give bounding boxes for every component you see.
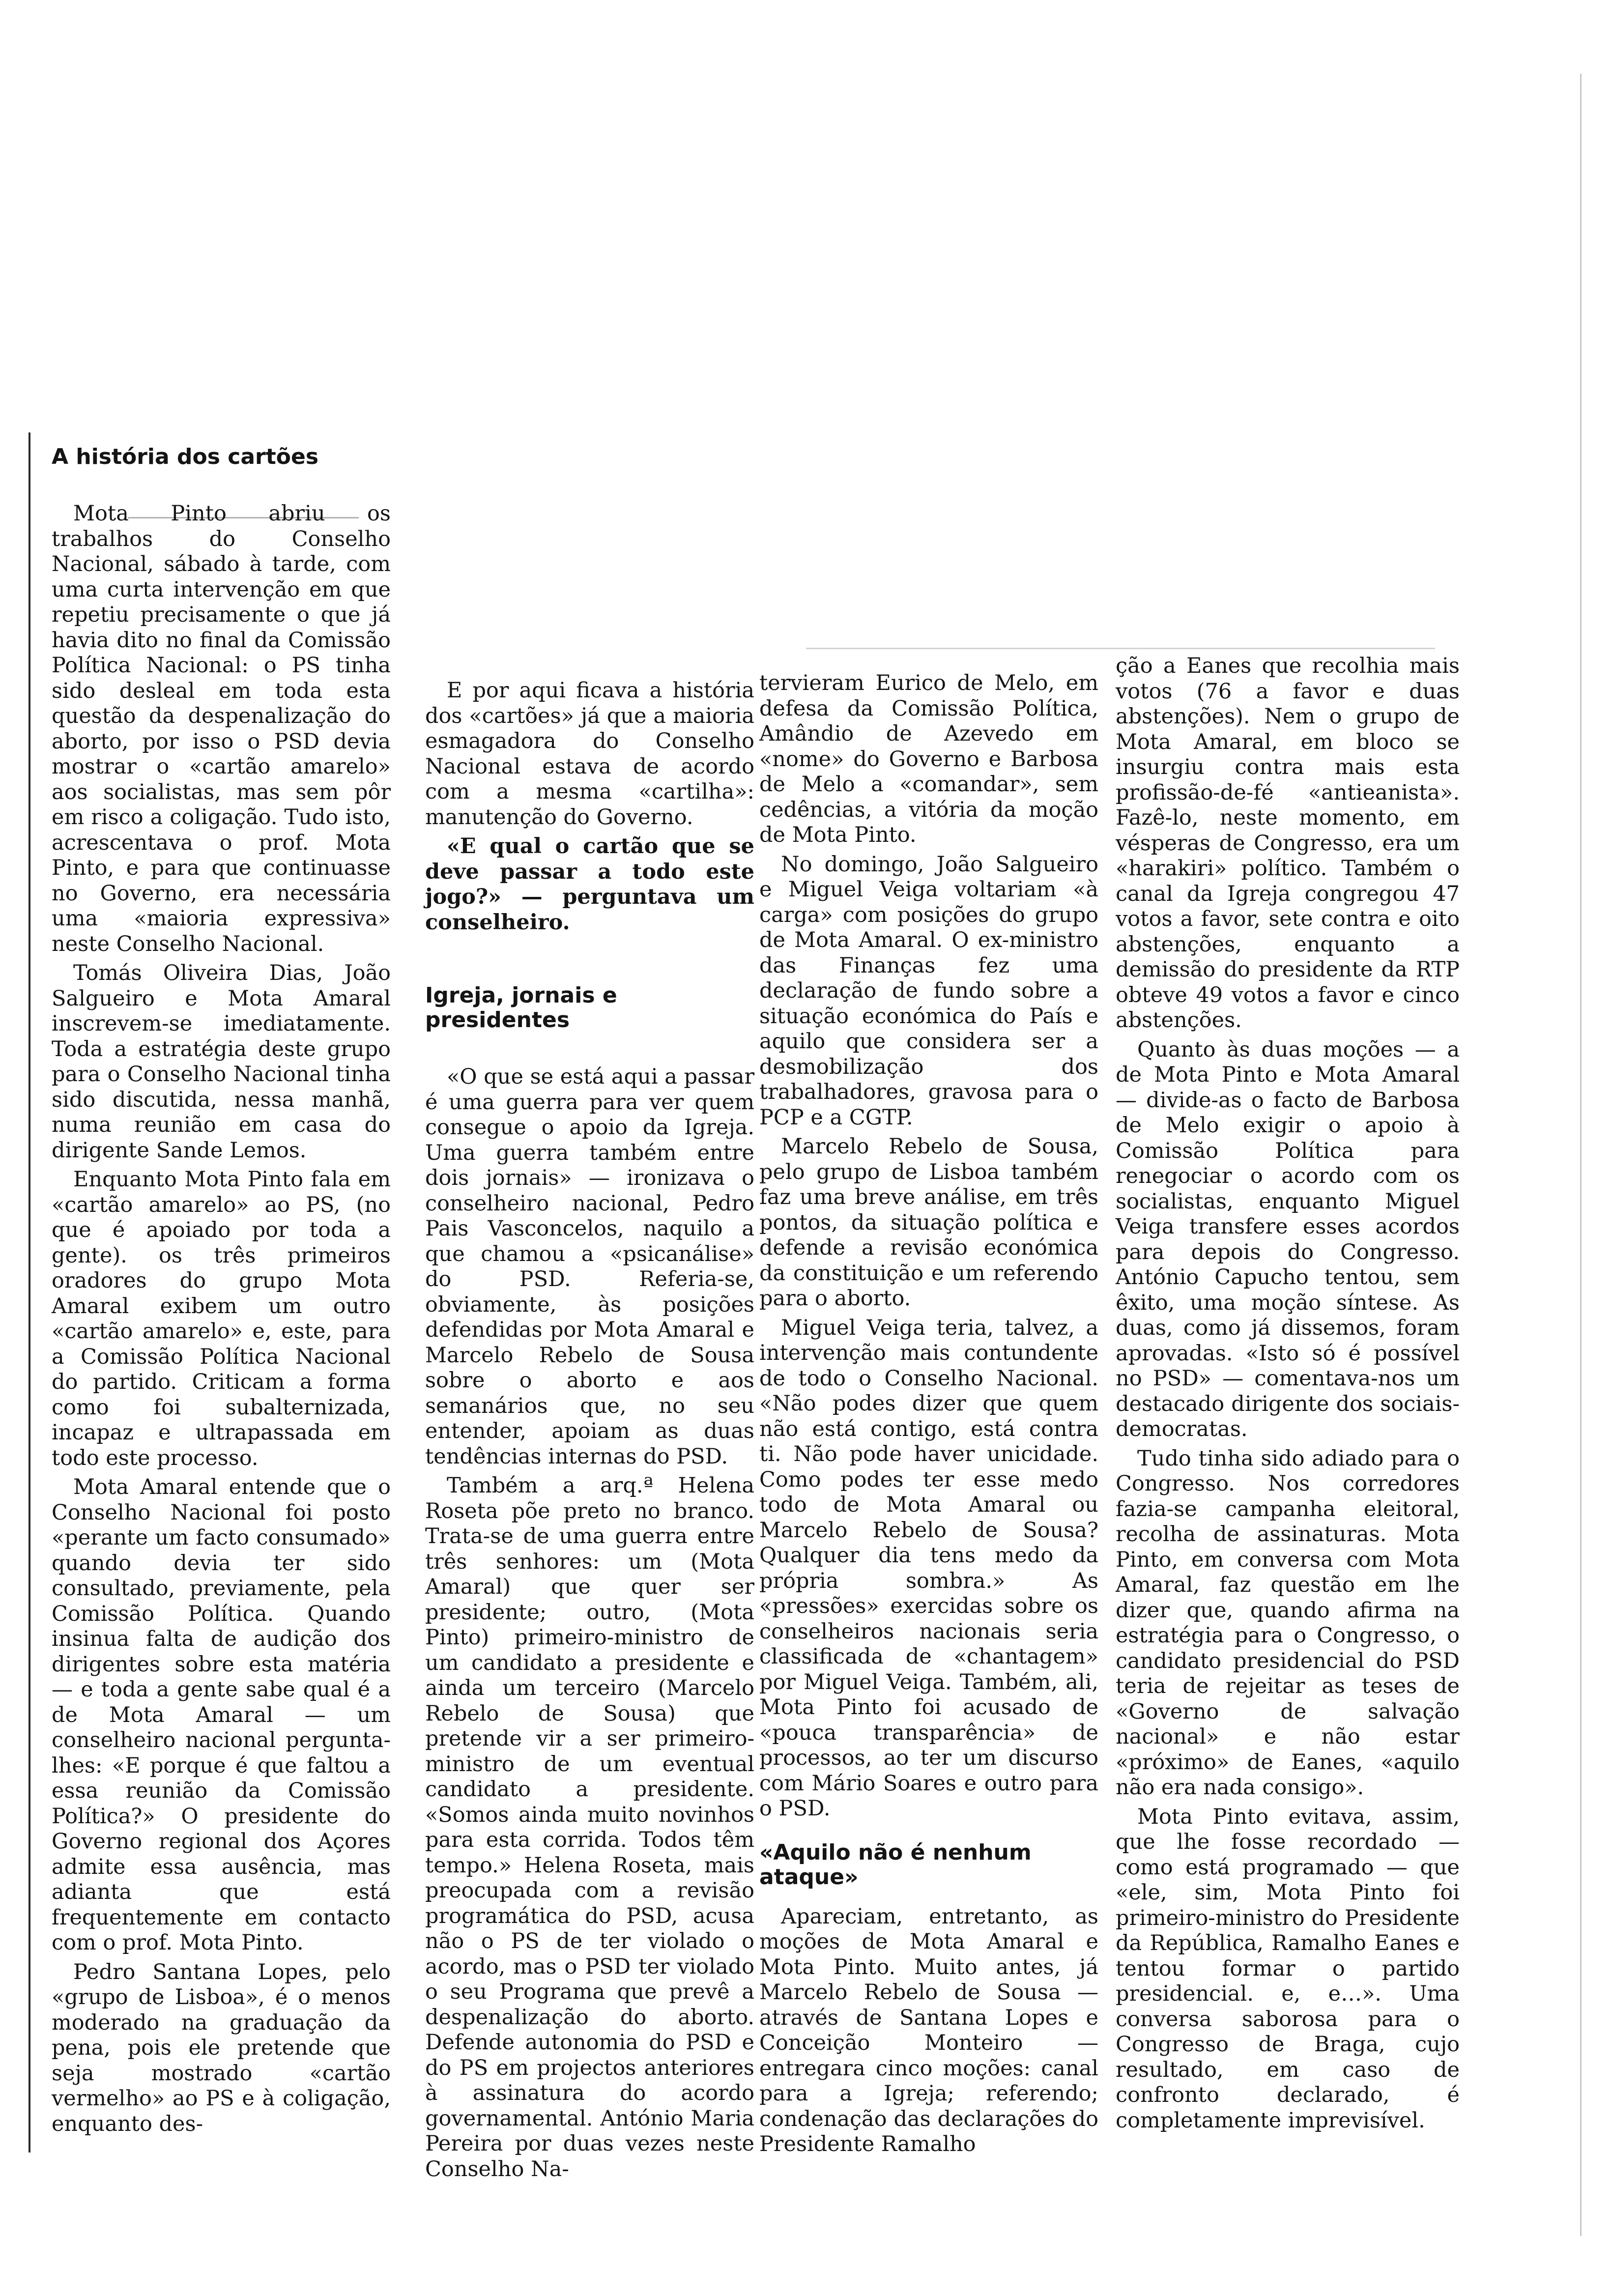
paragraph: Tomás Oliveira Dias, João Salgueiro e Mota Amaral inscrevem-se imediatamente. Toda a estratégia deste grupo para o Conselho Nacional tinha sido discutida, nessa manhã, numa reunião em casa do dirigente Sande Lemos. [52, 961, 391, 1163]
right-scan-edge [1580, 74, 1582, 2236]
heading-spacer [425, 1037, 754, 1064]
paragraph: Mota Amaral entende que o Conselho Nacional foi posto «perante um facto consumado» quando devia ter sido consultado, previamente, pela Comissão Política. Quando insinua falta de audição dos dirigentes sobre esta matéria — e toda a gente sabe qual é a de Mota Amaral — um conselheiro nacional pergunta-lhes: «E porque é que faltou a essa reunião da Comissão Política?» O presidente do Governo regional dos Açores admite essa ausência, mas adianta que está frequentemente em contacto com o prof. Mota Pinto. [52, 1475, 391, 1955]
paragraph: ção a Eanes que recolhia mais votos (76 a favor e duas abstenções). Nem o grupo de Mota Amaral, em bloco se insurgiu contra mais esta profissão-de-fé «antieanista». Fazê-lo, neste momento, em vésperas de Congresso, era um «harakiri» político. Também o canal da Igreja congregou 47 votos a favor, sete contra e oito abstenções, enquanto a demissão do presidente da RTP obteve 49 votos a favor e cinco abstenções. [1116, 654, 1460, 1033]
article-column-2 [425, 678, 754, 2186]
paragraph: Apareciam, entretanto, as moções de Mota Amaral e Mota Pinto. Muito antes, já Marcelo Rebelo de Sousa — através de Santana Lopes e Conceição Monteiro — entregara cinco moções: canal para a Igreja; referendo; condenação das declarações do Presidente Ramalho [759, 1904, 1098, 2156]
paragraph: E por aqui ficava a história dos «cartões» já que a maioria esmagadora do Conselho Nacional estava de acordo com a mesma «cartilha»: manutenção do Governo. [425, 678, 754, 830]
paragraph: Pedro Santana Lopes, pelo «grupo de Lisboa», é o menos moderado na graduação da pena, pois ele pretende que seja mostrado «cartão vermelho» ao PS e à coligação, enquanto des- [52, 1959, 391, 2136]
section-spacer [425, 939, 754, 983]
section-heading-igreja-jornais: Igreja, jornais e presidentes [425, 983, 617, 1033]
paragraph: «O que se está aqui a passar é uma guerra para ver quem consegue o apoio da Igreja. Uma guerra também entre dois jornais» — ironizava o conselheiro nacional, Pedro Pais Vasconcelos, naquilo a que chamou a «psicanálise» do PSD. Referia-se, obviamente, às posições defendidas por Mota Amaral e Marcelo Rebelo de Sousa sobre o aborto e aos semanários que, no seu entender, apoiam as duas tendências internas do PSD. [425, 1064, 754, 1469]
paragraph: Tudo tinha sido adiado para o Congresso. Nos corredores fazia-se campanha eleitoral, recolha de assinaturas. Mota Pinto, em conversa com Mota Amaral, faz questão em lhe dizer que, quando afirma na estratégia para o Congresso, o candidato presidencial do PSD teria de rejeitar as teses de «Governo de salvação nacional» e não estar «próximo» de Eanes, «aquilo não era nada consigo». [1116, 1446, 1460, 1800]
paragraph: Também a arq.ª Helena Roseta põe preto no branco. Trata-se de uma guerra entre três senhores: um (Mota Amaral) que quer ser presidente; outro, (Mota Pinto) primeiro-ministro de um candidato a presidente e ainda um terceiro (Marcelo Rebelo de Sousa) que pretende vir a ser primeiro-ministro de um eventual candidato a presidente. «Somos ainda muito novinhos para esta corrida. Todos têm tempo.» Helena Roseta, mais preocupada com a revisão programática do PSD, acusa não o PS de ter violado o acordo, mas o PSD ter violado o seu Programa que prevê a despenalização do aborto. Defende autonomia do PSD e do PS em projectos anteriores à assinatura do acordo governamental. António Maria Pereira por duas vezes neste Conselho Na- [425, 1473, 754, 2181]
paragraph: Mota Pinto evitava, assim, que lhe fosse recordado — como está programado — que «ele, sim, Mota Pinto foi primeiro-ministro do Presidente da República, Ramalho Eanes e tentou formar o partido presidencial. e, e…». Uma conversa saborosa para o Congresso de Braga, cujo resultado, em caso de confronto declarado, é completamente imprevisível. [1116, 1804, 1460, 2133]
paragraph: Mota Pinto abriu os trabalhos do Conselho Nacional, sábado à tarde, com uma curta intervenção em que repetiu precisamente o que já havia dito no final da Comissão Política Nacional: o PS tinha sido desleal em toda esta questão da despenalização do aborto, por isso o PSD devia mostrar o «cartão amarelo» aos socialistas, mas sem pôr em risco a coligação. Tudo isto, acrescentava o prof. Mota Pinto, e para que continuasse no Governo, era necessária uma «maioria expressiva» neste Conselho Nacional. [52, 501, 391, 956]
article-column-1 [52, 445, 391, 2141]
section-spacer [759, 1826, 1098, 1840]
paragraph: Quanto às duas moções — a de Mota Pinto e Mota Amaral — divide-as o facto de Barbosa de Melo exigir o apoio à Comissão Política para renegociar o acordo com os socialistas, enquanto Miguel Veiga transfere esses acordos para depois do Congresso. António Capucho tentou, sem êxito, uma moção síntese. As duas, como já dissemos, foram aprovadas. «Isto só é possível no PSD» — comentava-nos um destacado dirigente dos sociais-democratas. [1116, 1037, 1460, 1441]
article-column-3 [759, 671, 1098, 2161]
left-margin-rule [29, 432, 30, 2152]
paragraph: Marcelo Rebelo de Sousa, pelo grupo de Lisboa também faz uma breve análise, em três pontos, da situação política e defende a revisão económica da constituição e um referendo para o aborto. [759, 1134, 1098, 1311]
section-heading-aquilo-nao-ataque: «Aquilo não é nenhum ataque» [759, 1839, 1032, 1890]
paragraph: No domingo, João Salgueiro e Miguel Veiga voltariam «à carga» com posições do grupo de Mota Amaral. O ex-ministro das Finanças fez uma declaração de fundo sobre a situação económica do País e aquilo que considera ser a desmobilização dos trabalhadores, gravosa para o PCP e a CGTP. [759, 852, 1098, 1130]
paragraph: tervieram Eurico de Melo, em defesa da Comissão Política, Amândio de Azevedo em «nome» do Governo e Barbosa de Melo a «comandar», sem cedências, a vitória da moção de Mota Pinto. [759, 671, 1098, 847]
paragraph: Miguel Veiga teria, talvez, a intervenção mais contundente de todo o Conselho Nacional. «Não podes dizer que quem não está contigo, está contra ti. Não pode haver unicidade. Como podes ter esse medo todo de Mota Amaral ou Marcelo Rebelo de Sousa? Qualquer dia tens medo da própria sombra.» As «pressões» exercidas sobre os conselheiros nacionais seria classificada de «chantagem» por Miguel Veiga. Também, ali, Mota Pinto foi acusado de «pouca transparência» de processos, ao ter um discurso com Mário Soares e outro para o PSD. [759, 1315, 1098, 1821]
scan-smudge [806, 648, 1435, 649]
heading-spacer [52, 474, 391, 501]
paragraph: Enquanto Mota Pinto fala em «cartão amarelo» ao PS, (no que é apoiado por toda a gente). os três primeiros oradores do grupo Mota Amaral exibem um outro «cartão amarelo» e, este, para a Comissão Política Nacional do partido. Criticam a forma como foi subalternizada, incapaz e ultrapassada em todo este processo. [52, 1167, 391, 1470]
article-column-4 [1116, 654, 1460, 2137]
section-heading-historia-cartoes: A história dos cartões [52, 444, 319, 469]
paragraph-question: «E qual o cartão que se deve passar a todo este jogo?» — perguntava um conselheiro. [425, 834, 754, 935]
heading-spacer [759, 1894, 1098, 1904]
